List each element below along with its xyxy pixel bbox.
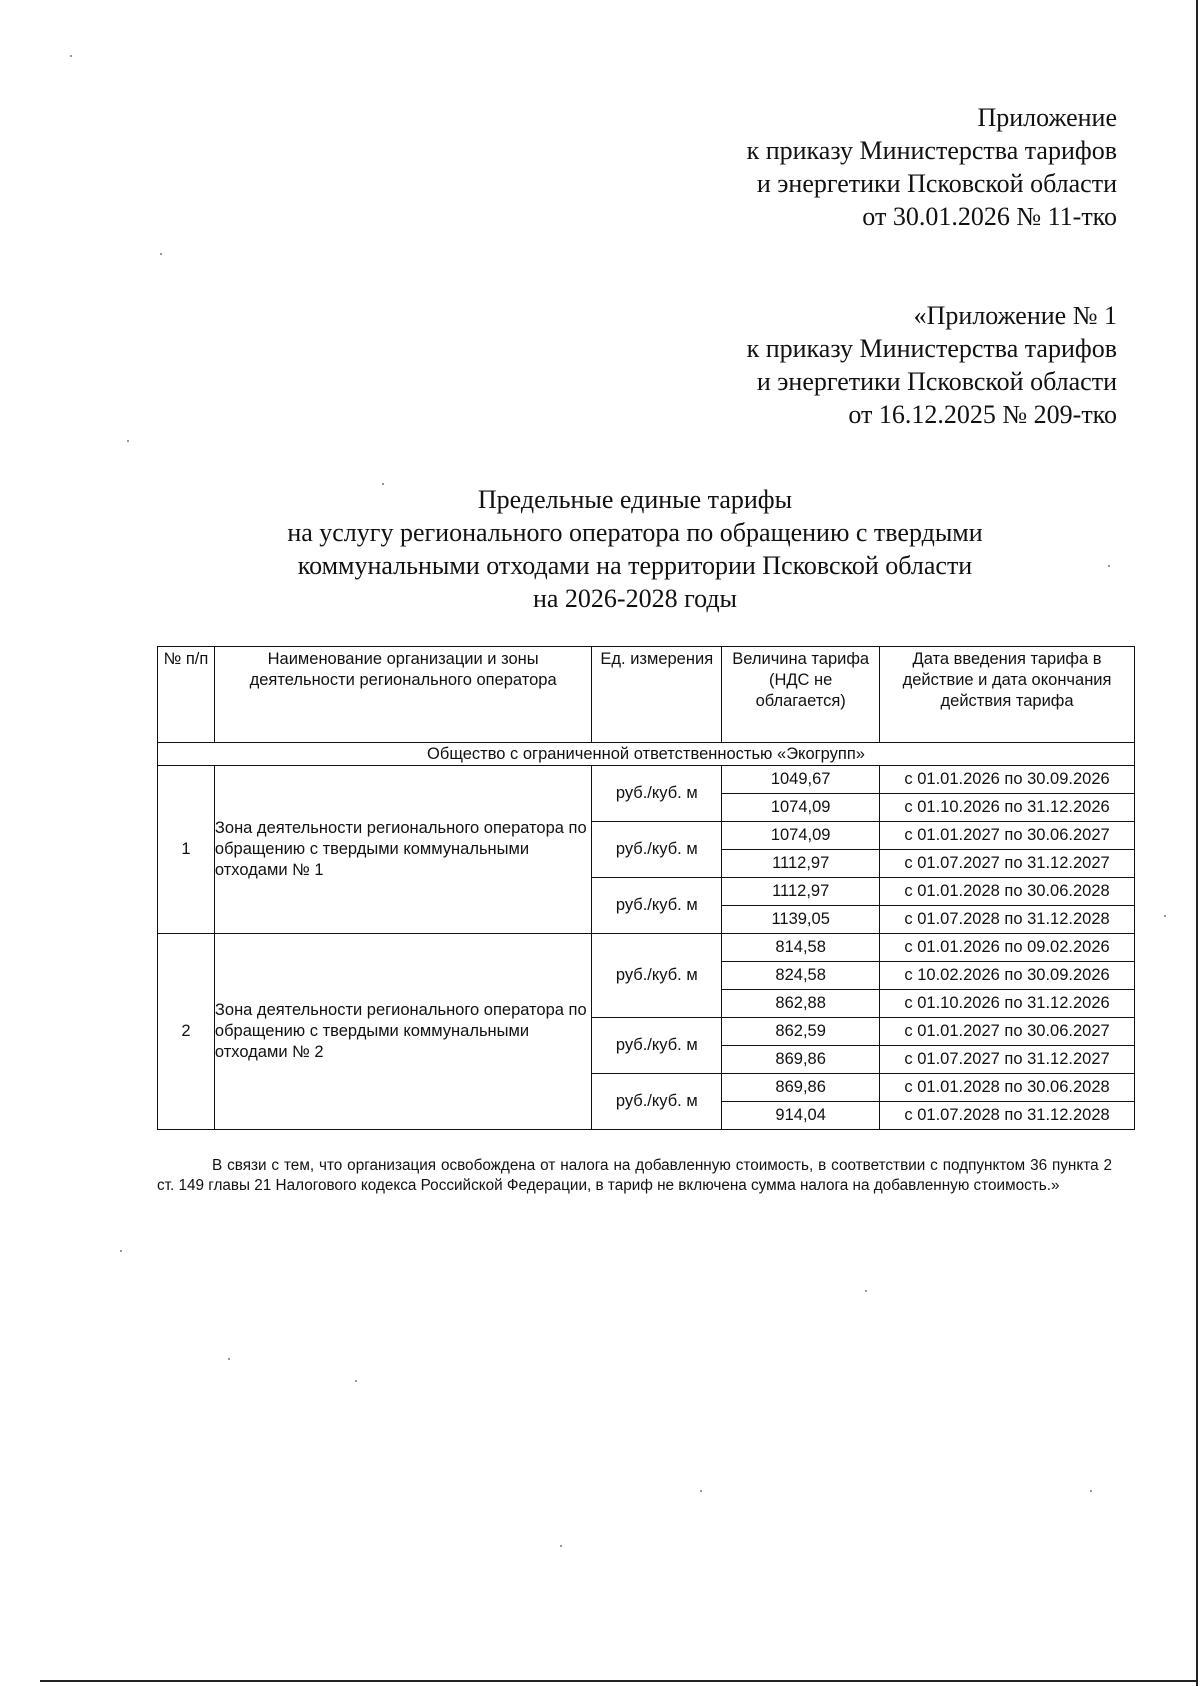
header-name: Наименование организации и зоны деятельности регионального оператора xyxy=(214,647,591,743)
original-appendix-title: «Приложение № 1 xyxy=(913,301,1117,330)
tariff-period: с 01.01.2026 по 09.02.2026 xyxy=(880,934,1135,962)
scan-speck xyxy=(355,1380,357,1382)
tariff-period: с 01.01.2027 по 30.06.2027 xyxy=(880,1018,1135,1046)
tariff-value: 1049,67 xyxy=(722,766,880,794)
scan-speck xyxy=(127,440,129,442)
table-header-row xyxy=(158,647,1135,743)
original-appendix-ministry-line: и энергетики Псковской области xyxy=(756,367,1117,396)
scan-speck xyxy=(228,1358,230,1360)
title-line: на услугу регионального оператора по обращению с твердыми xyxy=(287,518,983,547)
tariff-period: с 01.01.2028 по 30.06.2028 xyxy=(880,1074,1135,1102)
scan-speck xyxy=(1108,565,1110,567)
organization-row xyxy=(158,743,1135,766)
header-value: Величина тарифа (НДС не облагается) xyxy=(722,647,880,743)
tariff-period: с 01.07.2028 по 31.12.2028 xyxy=(880,906,1135,934)
table-row xyxy=(158,766,1135,794)
original-appendix-order-date: от 16.12.2025 № 209-тко xyxy=(848,400,1117,429)
appendix-order-date: от 30.01.2026 № 11-тко xyxy=(862,202,1117,231)
appendix-title: Приложение xyxy=(977,103,1117,132)
scan-speck xyxy=(865,1290,867,1292)
tariff-value: 1074,09 xyxy=(722,822,880,850)
tariff-value: 914,04 xyxy=(722,1102,880,1130)
unit-cell: руб./куб. м xyxy=(592,1074,722,1130)
zone-number: 2 xyxy=(158,934,215,1130)
scan-speck xyxy=(70,55,72,57)
original-appendix-order-line: к приказу Министерства тарифов xyxy=(746,334,1117,363)
zone-name: Зона деятельности регионального оператора по обращению с твердыми коммунальными отходами № 1 xyxy=(214,766,591,934)
scan-speck xyxy=(382,483,384,485)
appendix-header xyxy=(747,101,1117,233)
appendix-ministry-line: и энергетики Псковской области xyxy=(756,169,1117,198)
header-unit: Ед. измерения xyxy=(592,647,722,743)
header-period: Дата введения тарифа в действие и дата окончания действия тарифа xyxy=(880,647,1135,743)
appendix-order-line: к приказу Министерства тарифов xyxy=(746,136,1117,165)
unit-cell: руб./куб. м xyxy=(592,822,722,878)
original-appendix-header xyxy=(747,299,1117,431)
scan-border-bottom xyxy=(40,1680,1196,1682)
tariff-period: с 01.01.2027 по 30.06.2027 xyxy=(880,822,1135,850)
unit-cell: руб./куб. м xyxy=(592,766,722,822)
tariff-value: 869,86 xyxy=(722,1046,880,1074)
tariff-value: 814,58 xyxy=(722,934,880,962)
title-line: на 2026-2028 годы xyxy=(532,584,738,613)
header-number: № п/п xyxy=(158,647,215,743)
scan-speck xyxy=(700,1490,702,1492)
scan-speck xyxy=(1164,915,1166,917)
unit-cell: руб./куб. м xyxy=(592,934,722,1018)
organization-name: Общество с ограниченной ответственностью «Экогрупп» xyxy=(158,743,1135,766)
tariff-period: с 10.02.2026 по 30.09.2026 xyxy=(880,962,1135,990)
tariff-value: 1112,97 xyxy=(722,878,880,906)
scan-speck xyxy=(120,1250,122,1252)
tariff-table xyxy=(157,646,1135,1130)
tariff-value: 862,88 xyxy=(722,990,880,1018)
document-title xyxy=(100,483,1170,615)
tariff-period: с 01.07.2027 по 31.12.2027 xyxy=(880,1046,1135,1074)
tariff-value: 824,58 xyxy=(722,962,880,990)
zone-name: Зона деятельности регионального оператора по обращению с твердыми коммунальными отходами № 2 xyxy=(214,934,591,1130)
tariff-period: с 01.01.2026 по 30.09.2026 xyxy=(880,766,1135,794)
tariff-period: с 01.07.2027 по 31.12.2027 xyxy=(880,850,1135,878)
tariff-period: с 01.07.2028 по 31.12.2028 xyxy=(880,1102,1135,1130)
tariff-value: 1112,97 xyxy=(722,850,880,878)
title-line: коммунальными отходами на территории Псковской области xyxy=(297,551,973,580)
scan-speck xyxy=(160,253,162,255)
scan-speck xyxy=(560,1545,562,1547)
tax-note: В связи с тем, что организация освобождена от налога на добавленную стоимость, в соответствии с подпунктом 36 пункта 2 ст. 149 главы 21 Налогового кодекса Российской Федерации, в тариф не включена сумма налога на добавленную стоимость.» xyxy=(157,1157,1112,1194)
unit-cell: руб./куб. м xyxy=(592,1018,722,1074)
zone-number: 1 xyxy=(158,766,215,934)
scan-speck xyxy=(1090,1490,1092,1492)
tariff-period: с 01.10.2026 по 31.12.2026 xyxy=(880,990,1135,1018)
tariff-period: с 01.01.2028 по 30.06.2028 xyxy=(880,878,1135,906)
tariff-value: 1139,05 xyxy=(722,906,880,934)
scan-border-right xyxy=(1196,0,1198,1686)
table-row xyxy=(158,934,1135,962)
tariff-period: с 01.10.2026 по 31.12.2026 xyxy=(880,794,1135,822)
title-line: Предельные единые тарифы xyxy=(477,485,793,514)
tariff-value: 862,59 xyxy=(722,1018,880,1046)
tariff-value: 869,86 xyxy=(722,1074,880,1102)
tariff-value: 1074,09 xyxy=(722,794,880,822)
unit-cell: руб./куб. м xyxy=(592,878,722,934)
